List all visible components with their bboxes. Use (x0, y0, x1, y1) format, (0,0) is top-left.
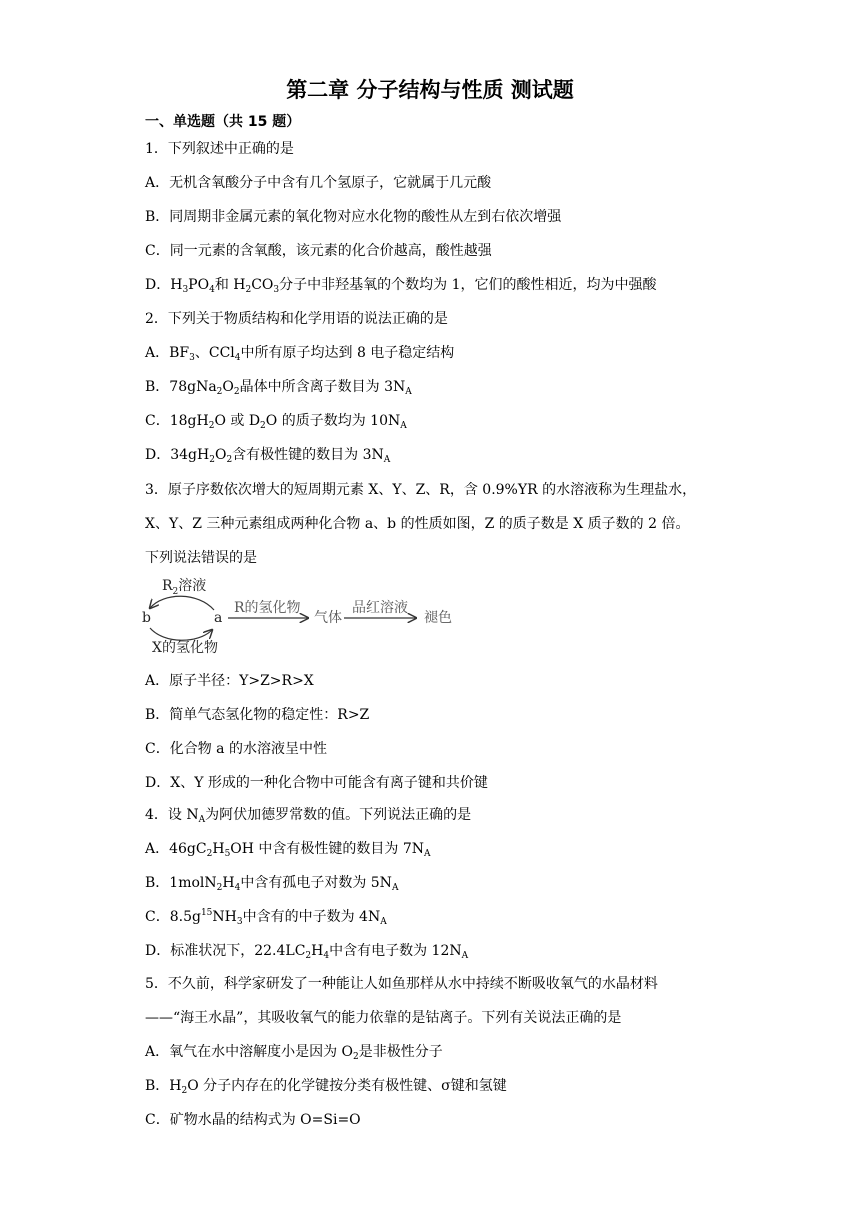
text-run: O 的质子数均为 10N (265, 413, 401, 429)
text-run: C．8.5g (145, 909, 201, 925)
text-run: 含有极性键的数目为 3N (232, 447, 384, 463)
text-run: O (222, 379, 234, 395)
diagram-top-label: $R_2$溶液 (162, 578, 207, 597)
script-run: 4 (234, 353, 241, 363)
diagram-result: 褪色 (424, 610, 452, 626)
script-run: 2 (305, 951, 312, 961)
text-run: NH (212, 909, 237, 925)
script-run: A (405, 387, 412, 397)
text-run: 中含有电子数为 12N (329, 943, 462, 959)
text-run: 4．设 N (145, 807, 199, 823)
script-run: 2 (216, 883, 223, 893)
script-run: 5 (224, 849, 231, 859)
text-run: OH 中含有极性键的数目为 7N (230, 841, 425, 857)
question-line: B．简单气态氢化物的稳定性：R>Z (145, 707, 370, 723)
text-run: A．46gC (145, 841, 207, 857)
text-run: 为阿伏加德罗常数的值。下列说法正确的是 (205, 807, 472, 823)
question-line: 下列说法错误的是 (145, 550, 257, 566)
text-run: O 或 D (214, 413, 261, 429)
text-run: CO (251, 277, 274, 293)
arrow-a-to-b-top (150, 596, 214, 610)
question-line (145, 839, 835, 859)
question-line: 3．原子序数依次增大的短周期元素 X、Y、Z、R，含 0.9%YR 的水溶液称为生理盐水， (145, 482, 697, 498)
text-run: 分子中非羟基氧的个数均为 1，它们的酸性相近，均为中强酸 (279, 277, 657, 293)
diagram-gas: 气体 (314, 610, 342, 626)
text-run: D．34gH (145, 447, 210, 463)
text-run: A．BF (145, 345, 190, 361)
question-line: A．无机含氧酸分子中含有几个氢原子，它就属于几元酸 (145, 175, 492, 191)
arrow-b-to-a-bottom (150, 628, 212, 640)
script-run: 2 (226, 455, 233, 465)
question-line (145, 343, 835, 363)
script-run: A (400, 421, 407, 431)
question-line (145, 1076, 835, 1096)
question-line (145, 445, 835, 465)
question-line (145, 411, 835, 431)
script-run: 3 (273, 285, 280, 295)
diagram-node-a: a (214, 610, 223, 626)
text-run: A．氧气在水中溶解度小是因为 O (145, 1044, 354, 1060)
reaction-diagram (138, 574, 468, 660)
script-run: 15 (200, 908, 213, 918)
question-line: 2．下列关于物质结构和化学用语的说法正确的是 (145, 311, 448, 327)
question-line: C．矿物水晶的结构式为 O=Si=O (145, 1112, 361, 1128)
script-run: 3 (182, 285, 189, 295)
question-line (145, 805, 835, 825)
question-line: B．同周期非金属元素的氧化物对应水化物的酸性从左到右依次增强 (145, 209, 562, 225)
script-run: 3 (236, 917, 243, 927)
text-run: PO (188, 277, 210, 293)
script-run: 2 (233, 387, 240, 397)
text-run: B．1molN (145, 875, 217, 891)
question-line: C．同一元素的含氧酸，该元素的化合价越高，酸性越强 (145, 243, 492, 259)
script-run: 2 (216, 387, 223, 397)
script-run: 4 (323, 951, 330, 961)
script-run: 2 (209, 455, 215, 465)
script-run: 2 (208, 421, 215, 431)
question-line (145, 907, 835, 927)
script-run: 2 (260, 421, 266, 431)
text-run: B．H (145, 1078, 182, 1094)
diagram-arrow1-label: R的氢化物 (234, 600, 301, 616)
text-run: C．18gH (145, 413, 209, 429)
text-run: 是非极性分子 (358, 1044, 443, 1060)
question-line: ——“海王水晶”，其吸收氧气的能力依靠的是钴离子。下列有关说法正确的是 (145, 1010, 622, 1026)
page-title: 第二章 分子结构与性质 测试题 (286, 78, 574, 102)
text-run: H (212, 841, 225, 857)
diagram-arrow2-label: 品红溶液 (352, 600, 408, 616)
section-heading: 一、单选题（共 15 题） (145, 114, 301, 130)
text-run: D．H (145, 277, 183, 293)
script-run: A (424, 849, 431, 859)
script-run: A (383, 455, 391, 465)
question-line (145, 941, 835, 961)
diagram-bottom-label: X的氢化物 (152, 640, 218, 656)
script-run: 2 (206, 849, 213, 859)
question-line: 1．下列叙述中正确的是 (145, 141, 294, 157)
question-line: D．X、Y 形成的一种化合物中可能含有离子键和共价键 (145, 775, 488, 791)
question-line (145, 377, 835, 397)
question-line: C．化合物 a 的水溶液呈中性 (145, 741, 327, 757)
script-run: A (198, 815, 206, 825)
text-run: 中含有孤电子对数为 5N (240, 875, 392, 891)
question-line (145, 1042, 835, 1062)
question-line: X、Y、Z 三种元素组成两种化合物 a、b 的性质如图，Z 的质子数是 X 质子数的 2 倍。 (145, 516, 690, 532)
script-run: 4 (234, 883, 241, 893)
question-line (145, 873, 835, 893)
script-run: A (391, 883, 399, 893)
question-line: A．原子半径：Y>Z>R>X (145, 673, 314, 689)
text-run: O (214, 447, 227, 463)
text-run: 、CCl (194, 345, 235, 361)
question-line (145, 275, 835, 295)
script-run: A (461, 951, 469, 961)
script-run: 2 (181, 1086, 188, 1096)
script-run: A (380, 917, 387, 927)
text-run: O 分子内存在的化学键按分类有极性键、σ键和氢键 (187, 1078, 507, 1094)
text-run: B．78gNa (145, 379, 217, 395)
script-run: 2 (245, 285, 252, 295)
text-run: H (222, 875, 235, 891)
text-run: 和 H (214, 277, 246, 293)
text-run: 晶体中所含离子数目为 3N (239, 379, 406, 395)
diagram-node-b: b (142, 610, 151, 626)
text-run: 中所有原子均达到 8 电子稳定结构 (240, 345, 455, 361)
text-run: D．标准状况下，22.4LC (145, 943, 306, 959)
text-run: 中含有的中子数为 4N (242, 909, 381, 925)
text-run: H (311, 943, 324, 959)
script-run: 3 (189, 353, 195, 363)
script-run: 4 (209, 285, 215, 295)
question-line: 5．不久前，科学家研发了一种能让人如鱼那样从水中持续不断吸收氧气的水晶材料 (145, 976, 658, 992)
script-run: 2 (353, 1052, 359, 1062)
